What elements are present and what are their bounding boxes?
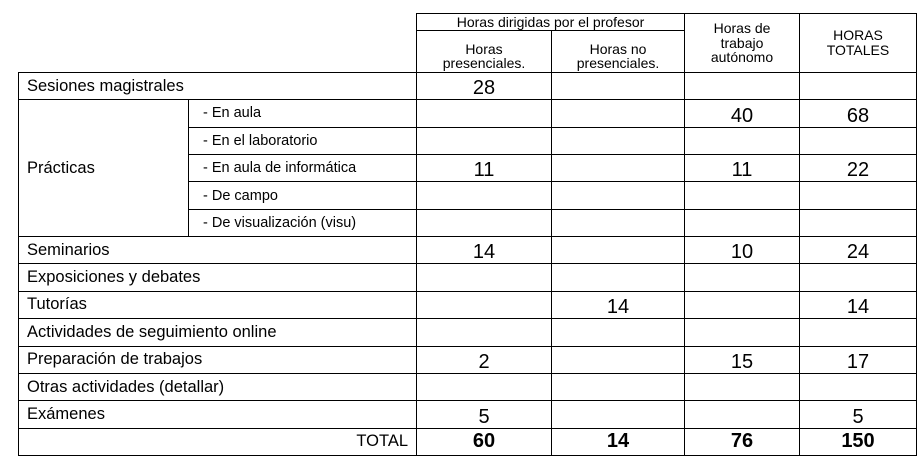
row-label: Sesiones magistrales (19, 72, 417, 99)
row-label: Actividades de seguimiento online (19, 319, 417, 346)
row-sublabel: - De campo (189, 182, 417, 209)
header-no-presenciales: Horas no presenciales. (552, 30, 685, 72)
cell-total (800, 72, 917, 99)
cell-total (800, 319, 917, 346)
cell-total (800, 264, 917, 291)
cell-autonomo (685, 291, 800, 318)
row-exposiciones (19, 264, 917, 291)
cell-autonomo (685, 264, 800, 291)
cell-total: 24 (800, 237, 917, 264)
row-seminarios (19, 237, 917, 264)
header-totales: HORAS TOTALES (800, 14, 917, 73)
row-examenes (19, 401, 917, 428)
header-group-dirigidas: Horas dirigidas por el profesor (417, 14, 685, 31)
row-sublabel: - De visualización (visu) (189, 209, 417, 236)
cell-presenciales (417, 373, 552, 400)
row-otras (19, 373, 917, 400)
row-seguimiento (19, 319, 917, 346)
cell-presenciales: 14 (417, 237, 552, 264)
cell-total: 22 (800, 155, 917, 182)
cell-total (800, 209, 917, 236)
cell-no-presenciales (552, 182, 685, 209)
row-label: Otras actividades (detallar) (19, 373, 417, 400)
header-autonomo: Horas de trabajo autónomo (685, 14, 800, 73)
row-sesiones (19, 72, 917, 99)
row-label-practicas: Prácticas (19, 100, 189, 237)
cell-no-presenciales (552, 209, 685, 236)
cell-total: 68 (800, 100, 917, 127)
cell-autonomo (685, 209, 800, 236)
cell-presenciales (417, 182, 552, 209)
row-practicas-aula (19, 100, 917, 127)
cell-autonomo: 15 (685, 346, 800, 373)
total-presenciales: 60 (417, 428, 552, 455)
cell-no-presenciales (552, 373, 685, 400)
total-label: TOTAL (19, 428, 417, 455)
cell-no-presenciales (552, 72, 685, 99)
cell-presenciales: 2 (417, 346, 552, 373)
header-empty-cell (19, 14, 417, 73)
cell-autonomo (685, 401, 800, 428)
cell-total (800, 182, 917, 209)
row-tutorias (19, 291, 917, 318)
row-label: Seminarios (19, 237, 417, 264)
cell-no-presenciales (552, 319, 685, 346)
cell-total: 17 (800, 346, 917, 373)
total-autonomo: 76 (685, 428, 800, 455)
cell-total (800, 127, 917, 154)
row-label: Preparación de trabajos (19, 346, 417, 373)
cell-no-presenciales: 14 (552, 291, 685, 318)
row-total (19, 428, 917, 455)
cell-presenciales (417, 319, 552, 346)
cell-autonomo (685, 319, 800, 346)
cell-autonomo: 10 (685, 237, 800, 264)
row-label: Tutorías (19, 291, 417, 318)
hours-table (18, 13, 917, 456)
total-horas: 150 (800, 428, 917, 455)
cell-no-presenciales (552, 346, 685, 373)
cell-autonomo (685, 127, 800, 154)
cell-no-presenciales (552, 127, 685, 154)
row-label: Exposiciones y debates (19, 264, 417, 291)
cell-presenciales: 28 (417, 72, 552, 99)
total-no-presenciales: 14 (552, 428, 685, 455)
row-trabajos (19, 346, 917, 373)
cell-total: 5 (800, 401, 917, 428)
cell-autonomo (685, 182, 800, 209)
cell-presenciales: 5 (417, 401, 552, 428)
cell-presenciales (417, 291, 552, 318)
header-presenciales: Horas presenciales. (417, 30, 552, 72)
cell-autonomo (685, 72, 800, 99)
cell-presenciales (417, 209, 552, 236)
row-sublabel: - En el laboratorio (189, 127, 417, 154)
cell-total: 14 (800, 291, 917, 318)
cell-no-presenciales (552, 155, 685, 182)
cell-presenciales (417, 100, 552, 127)
cell-autonomo: 40 (685, 100, 800, 127)
cell-autonomo (685, 373, 800, 400)
row-label: Exámenes (19, 401, 417, 428)
cell-total (800, 373, 917, 400)
cell-presenciales: 11 (417, 155, 552, 182)
cell-no-presenciales (552, 237, 685, 264)
cell-no-presenciales (552, 100, 685, 127)
cell-presenciales (417, 127, 552, 154)
row-sublabel: - En aula de informática (189, 155, 417, 182)
cell-no-presenciales (552, 264, 685, 291)
cell-no-presenciales (552, 401, 685, 428)
cell-autonomo: 11 (685, 155, 800, 182)
cell-presenciales (417, 264, 552, 291)
row-sublabel: - En aula (189, 100, 417, 127)
